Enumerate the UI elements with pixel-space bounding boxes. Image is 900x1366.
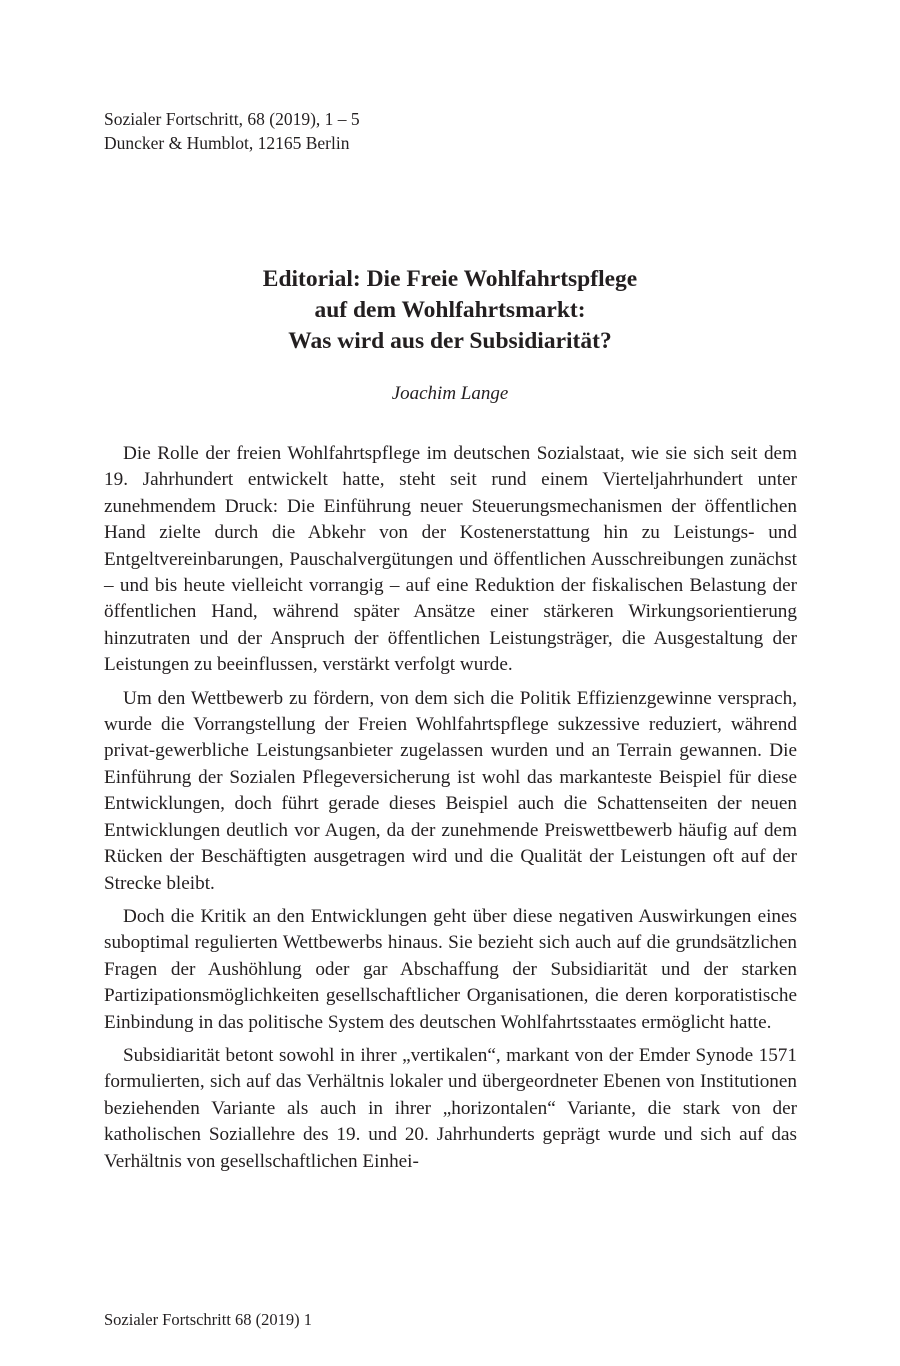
- article-body: [104, 441, 797, 1182]
- article-title: [0, 264, 900, 357]
- title-line-3: Was wird aus der Subsidiarität?: [288, 328, 612, 354]
- title-line-2: auf dem Wohlfahrtsmarkt:: [314, 297, 586, 323]
- paragraph-3: Doch die Kritik an den Entwicklungen geht über diese negativen Auswirkungen eines suboptimal regulierten Wettbewerbs hinaus. Sie bezieht sich auch auf die grundsätzlichen Fragen der Aushöhlung oder gar Abschaffung der Subsidiarität und der starken Partizipationsmöglichkeiten gesellschaftlicher Organisationen, die deren korporatistische Einbindung in das politische System des deutschen Wohlfahrtsstaates ermöglicht hatte.: [104, 905, 797, 1033]
- paragraph-2: Um den Wettbewerb zu fördern, von dem sich die Politik Effizienzgewinne versprach, wurde die Vorrangstellung der Freien Wohlfahrtspflege sukzessive reduziert, während privat-gewerbliche Leistungsanbieter zugelassen wurden und an Terrain gewannen. Die Einführung der Sozialen Pflegeversicherung ist wohl das markanteste Beispiel für diese Entwicklungen, doch führt gerade dieses Beispiel auch die Schattenseiten der neuen Entwicklungen deutlich vor Augen, da der zunehmende Preiswettbewerb häufig auf dem Rücken der Beschäftigten ausgetragen wird und die Qualität der Leistungen oft auf der Strecke bleibt.: [104, 687, 797, 894]
- title-line-1: Editorial: Die Freie Wohlfahrtspflege: [262, 266, 638, 292]
- publisher-address: Duncker & Humblot, 12165 Berlin: [104, 133, 350, 153]
- author-name: Joachim Lange: [391, 383, 509, 404]
- journal-citation: Sozialer Fortschritt, 68 (2019), 1 – 5: [104, 109, 360, 129]
- page-footer: Sozialer Fortschritt 68 (2019) 1: [104, 1310, 313, 1329]
- paragraph-4: Subsidiarität betont sowohl in ihrer „vertikalen“, markant von der Emder Synode 1571 formulierten, sich auf das Verhältnis lokaler und übergeordneter Ebenen von Institutionen beziehenden Variante als auch in ihrer „horizontalen“ Variante, die stark von der katholischen Soziallehre des 19. und 20. Jahrhunderts geprägt wurde und sich auf das Verhältnis von gesellschaftlichen Einhei-: [104, 1044, 797, 1172]
- paragraph-1: Die Rolle der freien Wohlfahrtspflege im deutschen Sozialstaat, wie sie sich seit dem 19. Jahrhundert entwickelt hatte, steht seit rund einem Vierteljahrhundert unter zunehmendem Druck: Die Einführung neuer Steuerungsmechanismen der öffentlichen Hand zielte durch die Abkehr von der Kostenerstattung hin zu Leistungs- und Entgeltvereinbarungen, Pauschalvergütungen und öffentlichen Ausschreibungen zunächst – und bis heute vielleicht vorrangig – auf eine Reduktion der fiskalischen Belastung der öffentlichen Hand, während später Ansätze einer stärkeren Wirkungsorientierung hinzutraten und der Anspruch der öffentlichen Leistungsträger, die Ausgestaltung der Leistungen zu beeinflussen, verstärkt verfolgt wurde.: [104, 443, 797, 676]
- journal-header: [104, 107, 360, 155]
